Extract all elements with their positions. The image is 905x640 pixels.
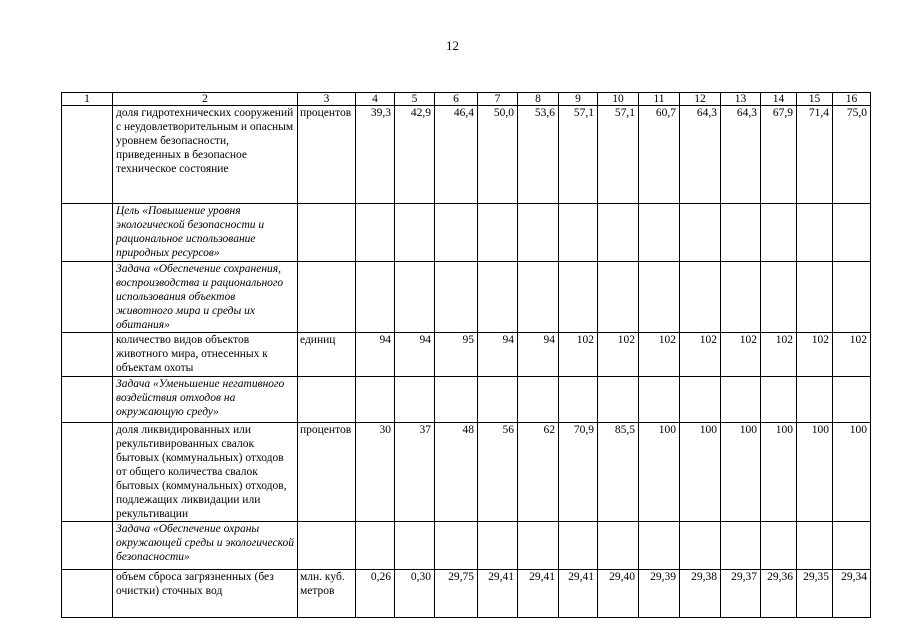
value-cell bbox=[639, 522, 680, 570]
indicator-row bbox=[62, 570, 871, 618]
value-cell bbox=[598, 262, 639, 333]
value-cell: 0,26 bbox=[356, 570, 395, 618]
column-number-1: 1 bbox=[62, 93, 113, 106]
unit-cell: единиц bbox=[298, 333, 356, 377]
goal-text: Цель «Повышение уровня экологической безопасности и рациональное использование природных ресурсов» bbox=[113, 204, 298, 262]
value-cell: 95 bbox=[435, 333, 478, 377]
value-cell: 29,37 bbox=[721, 570, 761, 618]
value-cell bbox=[721, 522, 761, 570]
value-cell bbox=[435, 262, 478, 333]
value-cell bbox=[395, 262, 435, 333]
empty-cell bbox=[62, 423, 113, 522]
column-numbers-row bbox=[62, 93, 871, 106]
value-cell bbox=[721, 377, 761, 423]
value-cell bbox=[639, 377, 680, 423]
indicator-row bbox=[62, 333, 871, 377]
value-cell bbox=[518, 204, 559, 262]
value-cell bbox=[761, 377, 797, 423]
value-cell bbox=[478, 522, 518, 570]
value-cell: 42,9 bbox=[395, 106, 435, 204]
value-cell: 29,41 bbox=[518, 570, 559, 618]
column-number-10: 10 bbox=[598, 93, 639, 106]
unit-cell: процентов bbox=[298, 423, 356, 522]
column-number-13: 13 bbox=[721, 93, 761, 106]
value-cell: 64,3 bbox=[721, 106, 761, 204]
goal-text: Задача «Уменьшение негативного воздействия отходов на окружающую среду» bbox=[113, 377, 298, 423]
value-cell: 62 bbox=[518, 423, 559, 522]
goal-row bbox=[62, 204, 871, 262]
unit-cell bbox=[298, 262, 356, 333]
column-number-4: 4 bbox=[356, 93, 395, 106]
column-number-7: 7 bbox=[478, 93, 518, 106]
value-cell: 102 bbox=[639, 333, 680, 377]
value-cell: 94 bbox=[478, 333, 518, 377]
value-cell: 100 bbox=[797, 423, 833, 522]
value-cell bbox=[356, 262, 395, 333]
value-cell bbox=[435, 522, 478, 570]
value-cell: 39,3 bbox=[356, 106, 395, 204]
value-cell bbox=[435, 204, 478, 262]
value-cell: 60,7 bbox=[639, 106, 680, 204]
value-cell bbox=[721, 204, 761, 262]
value-cell: 102 bbox=[797, 333, 833, 377]
value-cell: 102 bbox=[833, 333, 871, 377]
value-cell: 71,4 bbox=[797, 106, 833, 204]
value-cell: 100 bbox=[680, 423, 721, 522]
value-cell bbox=[395, 204, 435, 262]
goal-text: Задача «Обеспечение сохранения, воспроизводства и рационального использования объектов животного мира и среды их обитания» bbox=[113, 262, 298, 333]
value-cell: 102 bbox=[721, 333, 761, 377]
value-cell: 29,41 bbox=[559, 570, 598, 618]
empty-cell bbox=[62, 106, 113, 204]
value-cell bbox=[797, 262, 833, 333]
value-cell bbox=[833, 377, 871, 423]
value-cell bbox=[559, 262, 598, 333]
goal-row bbox=[62, 262, 871, 333]
value-cell bbox=[833, 204, 871, 262]
value-cell bbox=[761, 522, 797, 570]
value-cell bbox=[478, 204, 518, 262]
value-cell: 100 bbox=[721, 423, 761, 522]
value-cell: 85,5 bbox=[598, 423, 639, 522]
value-cell: 100 bbox=[833, 423, 871, 522]
column-number-16: 16 bbox=[833, 93, 871, 106]
empty-cell bbox=[62, 333, 113, 377]
page-number: 12 bbox=[446, 38, 459, 53]
unit-cell: процентов bbox=[298, 106, 356, 204]
value-cell bbox=[721, 262, 761, 333]
column-number-6: 6 bbox=[435, 93, 478, 106]
value-cell bbox=[518, 262, 559, 333]
empty-cell bbox=[62, 204, 113, 262]
empty-cell bbox=[62, 377, 113, 423]
empty-cell bbox=[62, 262, 113, 333]
indicator-row bbox=[62, 423, 871, 522]
column-number-5: 5 bbox=[395, 93, 435, 106]
value-cell: 29,34 bbox=[833, 570, 871, 618]
goal-row bbox=[62, 377, 871, 423]
value-cell bbox=[598, 377, 639, 423]
column-number-14: 14 bbox=[761, 93, 797, 106]
unit-cell bbox=[298, 522, 356, 570]
value-cell: 102 bbox=[598, 333, 639, 377]
value-cell: 0,30 bbox=[395, 570, 435, 618]
value-cell: 67,9 bbox=[761, 106, 797, 204]
value-cell bbox=[356, 204, 395, 262]
value-cell bbox=[797, 522, 833, 570]
value-cell: 102 bbox=[680, 333, 721, 377]
value-cell: 100 bbox=[639, 423, 680, 522]
value-cell: 50,0 bbox=[478, 106, 518, 204]
indicator-name: количество видов объектов животного мира, отнесенных к объектам охоты bbox=[113, 333, 298, 377]
value-cell: 56 bbox=[478, 423, 518, 522]
value-cell bbox=[639, 262, 680, 333]
value-cell bbox=[478, 377, 518, 423]
value-cell: 70,9 bbox=[559, 423, 598, 522]
value-cell bbox=[518, 522, 559, 570]
value-cell: 37 bbox=[395, 423, 435, 522]
value-cell: 48 bbox=[435, 423, 478, 522]
value-cell bbox=[478, 262, 518, 333]
value-cell: 75,0 bbox=[833, 106, 871, 204]
value-cell bbox=[598, 522, 639, 570]
column-number-11: 11 bbox=[639, 93, 680, 106]
column-number-8: 8 bbox=[518, 93, 559, 106]
empty-cell bbox=[62, 570, 113, 618]
value-cell bbox=[598, 204, 639, 262]
value-cell bbox=[518, 377, 559, 423]
value-cell bbox=[680, 377, 721, 423]
value-cell: 53,6 bbox=[518, 106, 559, 204]
indicator-name: доля гидротехнических сооружений с неудовлетворительным и опасным уровнем безопасности, приведенных в безопасное техническое состояние bbox=[113, 106, 298, 204]
value-cell bbox=[833, 522, 871, 570]
value-cell bbox=[680, 204, 721, 262]
unit-cell: млн. куб. метров bbox=[298, 570, 356, 618]
indicator-row bbox=[62, 106, 871, 204]
value-cell: 46,4 bbox=[435, 106, 478, 204]
value-cell: 57,1 bbox=[559, 106, 598, 204]
value-cell bbox=[761, 204, 797, 262]
value-cell: 29,41 bbox=[478, 570, 518, 618]
value-cell: 29,35 bbox=[797, 570, 833, 618]
value-cell bbox=[559, 377, 598, 423]
column-number-12: 12 bbox=[680, 93, 721, 106]
value-cell: 29,75 bbox=[435, 570, 478, 618]
indicator-name: доля ликвидированных или рекультивированных свалок бытовых (коммунальных) отходов от общего количества свалок бытовых (коммунальных) отходов, подлежащих ликвидации или рекультивации bbox=[113, 423, 298, 522]
value-cell: 29,38 bbox=[680, 570, 721, 618]
value-cell bbox=[797, 377, 833, 423]
unit-cell bbox=[298, 204, 356, 262]
value-cell: 57,1 bbox=[598, 106, 639, 204]
value-cell: 30 bbox=[356, 423, 395, 522]
value-cell bbox=[356, 377, 395, 423]
empty-cell bbox=[62, 522, 113, 570]
value-cell bbox=[761, 262, 797, 333]
value-cell bbox=[435, 377, 478, 423]
value-cell: 29,40 bbox=[598, 570, 639, 618]
value-cell: 64,3 bbox=[680, 106, 721, 204]
goal-row bbox=[62, 522, 871, 570]
column-number-3: 3 bbox=[298, 93, 356, 106]
value-cell bbox=[797, 204, 833, 262]
value-cell bbox=[395, 522, 435, 570]
value-cell bbox=[680, 262, 721, 333]
column-number-15: 15 bbox=[797, 93, 833, 106]
value-cell bbox=[680, 522, 721, 570]
column-number-9: 9 bbox=[559, 93, 598, 106]
value-cell bbox=[395, 377, 435, 423]
unit-cell bbox=[298, 377, 356, 423]
value-cell bbox=[356, 522, 395, 570]
indicator-name: объем сброса загрязненных (без очистки) сточных вод bbox=[113, 570, 298, 618]
value-cell: 94 bbox=[518, 333, 559, 377]
value-cell bbox=[833, 262, 871, 333]
value-cell bbox=[559, 204, 598, 262]
column-number-2: 2 bbox=[113, 93, 298, 106]
value-cell: 102 bbox=[761, 333, 797, 377]
value-cell: 29,39 bbox=[639, 570, 680, 618]
value-cell: 94 bbox=[395, 333, 435, 377]
value-cell bbox=[559, 522, 598, 570]
indicators-table bbox=[61, 92, 871, 618]
value-cell: 102 bbox=[559, 333, 598, 377]
goal-text: Задача «Обеспечение охраны окружающей среды и экологической безопасности» bbox=[113, 522, 298, 570]
value-cell: 29,36 bbox=[761, 570, 797, 618]
value-cell: 100 bbox=[761, 423, 797, 522]
value-cell bbox=[639, 204, 680, 262]
value-cell: 94 bbox=[356, 333, 395, 377]
